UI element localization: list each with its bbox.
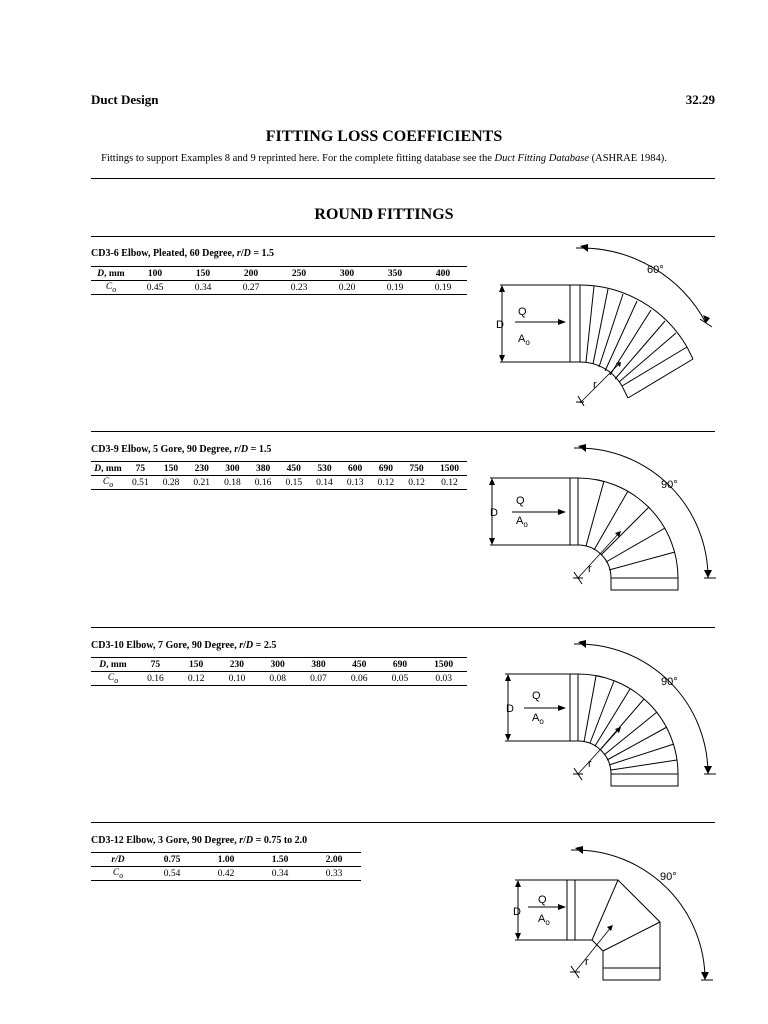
table-cell: 150 (176, 658, 217, 672)
fitting-title (91, 835, 307, 846)
table-cell: 100 (131, 267, 179, 281)
elbow-diagram (480, 440, 720, 600)
table-cell: 600 (340, 462, 371, 476)
table-cell: 0.05 (380, 672, 421, 686)
table-cell: 230 (217, 658, 258, 672)
table-cell: 1.50 (253, 853, 307, 867)
table-value-row (91, 281, 467, 295)
table-cell: 750 (401, 462, 432, 476)
elbow-diagram (480, 238, 720, 418)
title-value: = 2.5 (253, 640, 277, 651)
radius-label: r (593, 379, 597, 391)
angle-label: 60° (647, 264, 664, 276)
table-cell: 1500 (432, 462, 467, 476)
title-slash: / (243, 640, 246, 651)
diameter-label: D (506, 703, 514, 715)
table-cell: 0.03 (420, 672, 467, 686)
flow-label: Q (518, 306, 527, 318)
area-label: $A_o$ (516, 515, 528, 529)
area-label: $A_o$ (538, 913, 550, 927)
table-cell: 0.75 (145, 853, 199, 867)
title-r: r (239, 835, 244, 846)
table-cell: 75 (135, 658, 176, 672)
table-cell: 0.15 (278, 476, 309, 490)
row-label: $C_o$ (91, 476, 125, 490)
loss-coefficient-table (91, 266, 467, 295)
loss-coefficient-table (91, 461, 467, 490)
table-cell: 0.19 (419, 281, 467, 295)
table-cell: 0.42 (199, 867, 253, 881)
area-label: $A_o$ (518, 333, 530, 347)
table-cell: 0.12 (176, 672, 217, 686)
elbow-diagram (480, 636, 720, 796)
row-label: D, mm (91, 267, 131, 281)
fitting-divider (91, 822, 715, 823)
row-label: $C_o$ (91, 672, 135, 686)
subtitle-text-end: (ASHRAE 1984). (589, 153, 667, 164)
table-cell: 0.27 (227, 281, 275, 295)
table-cell: 0.18 (217, 476, 248, 490)
title-slash: / (240, 248, 244, 259)
table-cell: 1500 (420, 658, 467, 672)
table-value-row (91, 476, 467, 490)
table-cell: 0.06 (339, 672, 380, 686)
table-value-row (91, 672, 467, 686)
fitting-divider (91, 627, 715, 628)
fitting-title-text: CD3-9 Elbow, 5 Gore, 90 Degree, (91, 444, 235, 455)
table-cell: 0.12 (401, 476, 432, 490)
table-cell: 300 (217, 462, 248, 476)
table-cell: 0.51 (125, 476, 156, 490)
table-cell: 0.34 (253, 867, 307, 881)
table-cell: 0.12 (371, 476, 402, 490)
table-cell: 0.14 (309, 476, 340, 490)
table-cell: 0.08 (257, 672, 298, 686)
area-label: $A_o$ (532, 712, 544, 726)
fitting-divider (91, 431, 715, 432)
loss-coefficient-table (91, 657, 467, 686)
row-label: r/D (91, 853, 145, 867)
table-cell: 75 (125, 462, 156, 476)
table-cell: 0.19 (371, 281, 419, 295)
table-value-row (91, 867, 361, 881)
table-cell: 450 (339, 658, 380, 672)
elbow-diagram (480, 840, 720, 1000)
table-cell: 530 (309, 462, 340, 476)
table-cell: 230 (186, 462, 217, 476)
table-cell: 0.33 (307, 867, 361, 881)
section-rule (91, 236, 715, 237)
radius-label: r (585, 956, 589, 968)
table-cell: 0.10 (217, 672, 258, 686)
table-cell: 0.23 (275, 281, 323, 295)
table-cell: 200 (227, 267, 275, 281)
table-cell: 250 (275, 267, 323, 281)
fitting-title-text: CD3-6 Elbow, Pleated, 60 Degree, (91, 248, 237, 259)
title-d: D (245, 640, 254, 651)
title-r: r (236, 248, 241, 259)
title-r: r (234, 444, 239, 455)
title-slash: / (238, 444, 241, 455)
row-label: $C_o$ (91, 281, 131, 295)
table-header-row (91, 267, 467, 281)
angle-label: 90° (661, 479, 678, 491)
fitting-title-text: CD3-10 Elbow, 7 Gore, 90 Degree, (91, 640, 240, 651)
table-cell: 690 (380, 658, 421, 672)
section-title: ROUND FITTINGS (314, 206, 454, 223)
row-label: D, mm (91, 462, 125, 476)
title-d: D (243, 248, 251, 259)
table-cell: 150 (156, 462, 187, 476)
table-cell: 1.00 (199, 853, 253, 867)
radius-label: r (588, 758, 592, 770)
table-header-row (91, 853, 361, 867)
row-label: D, mm (91, 658, 135, 672)
subtitle-reference: Duct Fitting Database (494, 153, 589, 164)
fitting-title (91, 248, 274, 259)
title-value: = 0.75 to 2.0 (253, 835, 308, 846)
diameter-label: D (490, 507, 498, 519)
table-cell: 0.13 (340, 476, 371, 490)
table-cell: 0.54 (145, 867, 199, 881)
page-number: 32.29 (685, 92, 715, 107)
table-cell: 400 (419, 267, 467, 281)
table-cell: 300 (323, 267, 371, 281)
table-cell: 0.16 (135, 672, 176, 686)
radius-label: r (588, 563, 592, 575)
loss-coefficient-table (91, 852, 361, 881)
row-label: $C_o$ (91, 867, 145, 881)
table-cell: 0.28 (156, 476, 187, 490)
header-rule (91, 178, 715, 179)
fitting-title-text: CD3-12 Elbow, 3 Gore, 90 Degree, (91, 835, 240, 846)
diameter-label: D (496, 319, 504, 331)
table-cell: 0.12 (432, 476, 467, 490)
title-slash: / (243, 835, 246, 846)
title-r: r (239, 640, 244, 651)
table-header-row (91, 658, 467, 672)
table-cell: 0.16 (248, 476, 279, 490)
fitting-title (91, 640, 276, 651)
table-cell: 0.45 (131, 281, 179, 295)
title-value: = 1.5 (248, 444, 272, 455)
table-cell: 2.00 (307, 853, 361, 867)
table-cell: 0.20 (323, 281, 371, 295)
title-value: = 1.5 (250, 248, 275, 259)
diameter-label: D (513, 906, 521, 918)
table-cell: 690 (371, 462, 402, 476)
flow-label: Q (532, 690, 541, 702)
page-title: FITTING LOSS COEFFICIENTS (265, 128, 503, 145)
fitting-title (91, 444, 271, 455)
flow-label: Q (538, 894, 547, 906)
table-cell: 150 (179, 267, 227, 281)
running-header-left: Duct Design (91, 92, 159, 107)
page-subtitle (0, 153, 768, 164)
table-cell: 450 (278, 462, 309, 476)
flow-label: Q (516, 495, 525, 507)
table-cell: 300 (257, 658, 298, 672)
angle-label: 90° (661, 676, 678, 688)
table-header-row (91, 462, 467, 476)
subtitle-text: Fittings to support Examples 8 and 9 reprinted here. For the complete fitting database see the (101, 153, 495, 164)
angle-label: 90° (660, 871, 677, 883)
table-cell: 0.34 (179, 281, 227, 295)
title-d: D (240, 444, 249, 455)
table-cell: 380 (298, 658, 339, 672)
table-cell: 0.21 (186, 476, 217, 490)
table-cell: 0.07 (298, 672, 339, 686)
title-d: D (245, 835, 254, 846)
table-cell: 380 (248, 462, 279, 476)
table-cell: 350 (371, 267, 419, 281)
